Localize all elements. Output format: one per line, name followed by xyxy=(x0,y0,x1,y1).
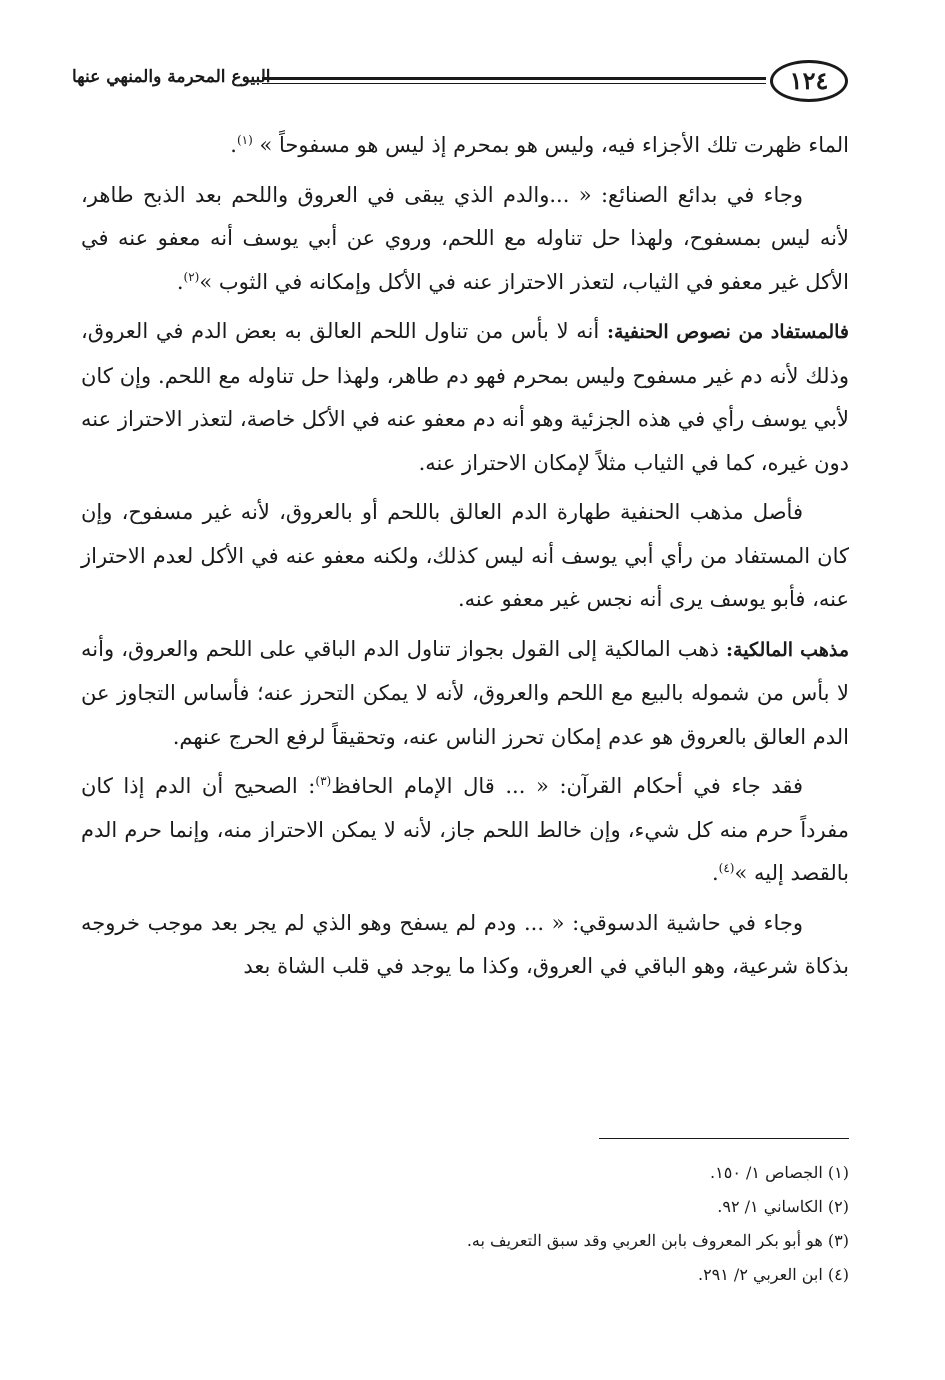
paragraph-1 xyxy=(81,124,849,168)
paragraph-6 xyxy=(81,765,849,896)
paragraph-6-text-a: فقد جاء في أحكام القرآن: « ... قال الإمام الحافظ xyxy=(331,774,803,798)
paragraph-3 xyxy=(81,310,849,485)
footnote-ref-4: (٤) xyxy=(718,861,735,875)
footnote-ref-2: (٢) xyxy=(183,269,200,284)
paragraph-4 xyxy=(81,491,849,622)
footnote-3: (٣) هو أبو بكر المعروف بابن العربي وقد سبق التعريف به. xyxy=(466,1231,849,1250)
paragraph-6-end: . xyxy=(711,861,719,885)
paragraph-5-text: ذهب المالكية إلى القول بجواز تناول الدم الباقي على اللحم والعروق، وأنه لا بأس من شموله بالبيع مع اللحم والعروق، لأنه لا يمكن التحرز عنه؛ فأساس التجاوز عن الدم العالق بالعروق هو عدم إمكان تحرز الناس عنه، وتحقيقاً لرفع الحرج عنهم. xyxy=(81,636,849,749)
paragraph-2-end: . xyxy=(176,269,184,294)
paragraph-7-text: وجاء في حاشية الدسوقي: « ... ودم لم يسفح وهو الذي لم يجر بعد موجب خروجه بذكاة شرعية، وهو الباقي في العروق، وكذا ما يوجد في قلب الشاة بعد xyxy=(81,910,849,978)
footnote-1: (١) الجصاص ١/ ١٥٠. xyxy=(710,1163,849,1182)
header-rule-thin xyxy=(262,83,766,84)
footnote-ref-3: (٣) xyxy=(315,774,332,788)
running-title: البيوع المحرمة والمنهي عنها xyxy=(72,67,271,87)
header-rule-thick xyxy=(262,77,766,80)
footnote-4: (٤) ابن العربي ٢/ ٢٩١. xyxy=(697,1265,849,1284)
paragraph-5 xyxy=(81,628,849,760)
paragraph-3-text: أنه لا بأس من تناول اللحم العالق به بعض الدم في العروق، وذلك لأنه دم غير مسفوح وليس بمحرم فهو دم طاهر، ولهذا حل تناوله مع اللحم. وإن كان لأبي يوسف رأي في هذه الجزئية وهو أنه دم معفو عنه في الأكل خاصة، لتعذر الاحتراز عنه دون غيره، كما في الثياب مثلاً لإمكان الاحتراز عنه. xyxy=(81,319,849,475)
footnotes xyxy=(81,1156,849,1292)
paragraph-6-text-b: : الصحيح أن الدم إذا كان مفرداً حرم منه كل شيء، وإن خالط اللحم جاز، لأنه لا يمكن الاحتراز منه، وإنما حرم الدم بالقصد إليه » xyxy=(81,774,849,885)
paragraph-7 xyxy=(81,902,849,989)
paragraph-1-text: الماء ظهرت تلك الأجزاء فيه، وليس هو بمحرم إذ ليس هو مسفوحاً » xyxy=(259,133,849,157)
page-number-badge xyxy=(770,60,848,102)
paragraph-2-text: وجاء في بدائع الصنائع: « ...والدم الذي يبقى في العروق واللحم بعد الذبح طاهر، لأنه ليس بمسفوح، ولهذا حل تناوله مع اللحم، وروي عن أبي يوسف أنه معفو عنه في الأكل غير معفو في الثياب، لتعذر الاحتراز عنه في الأكل وإمكانه في الثوب » xyxy=(81,182,849,294)
footnote-separator xyxy=(599,1138,849,1139)
footnote-2: (٢) الكاساني ١/ ٩٢. xyxy=(717,1197,849,1216)
paragraph-4-text: فأصل مذهب الحنفية طهارة الدم العالق باللحم أو بالعروق، لأنه غير مسفوح، وإن كان المستفاد من رأي أبي يوسف أنه ليس كذلك، ولكنه معفو عنه في الأكل لعدم الاحتراز عنه، فأبو يوسف يرى أنه نجس غير معفو عنه. xyxy=(81,500,849,611)
paragraph-2 xyxy=(81,174,849,305)
paragraph-3-lead: فالمستفاد من نصوص الحنفية: xyxy=(606,321,849,343)
footnote-ref-1: (١) xyxy=(236,133,253,147)
main-text xyxy=(81,124,849,995)
page-number: ١٢٤ xyxy=(789,66,829,95)
paragraph-5-lead: مذهب المالكية: xyxy=(726,638,849,661)
paragraph-1-end: . xyxy=(230,133,237,157)
page-header xyxy=(72,58,852,108)
